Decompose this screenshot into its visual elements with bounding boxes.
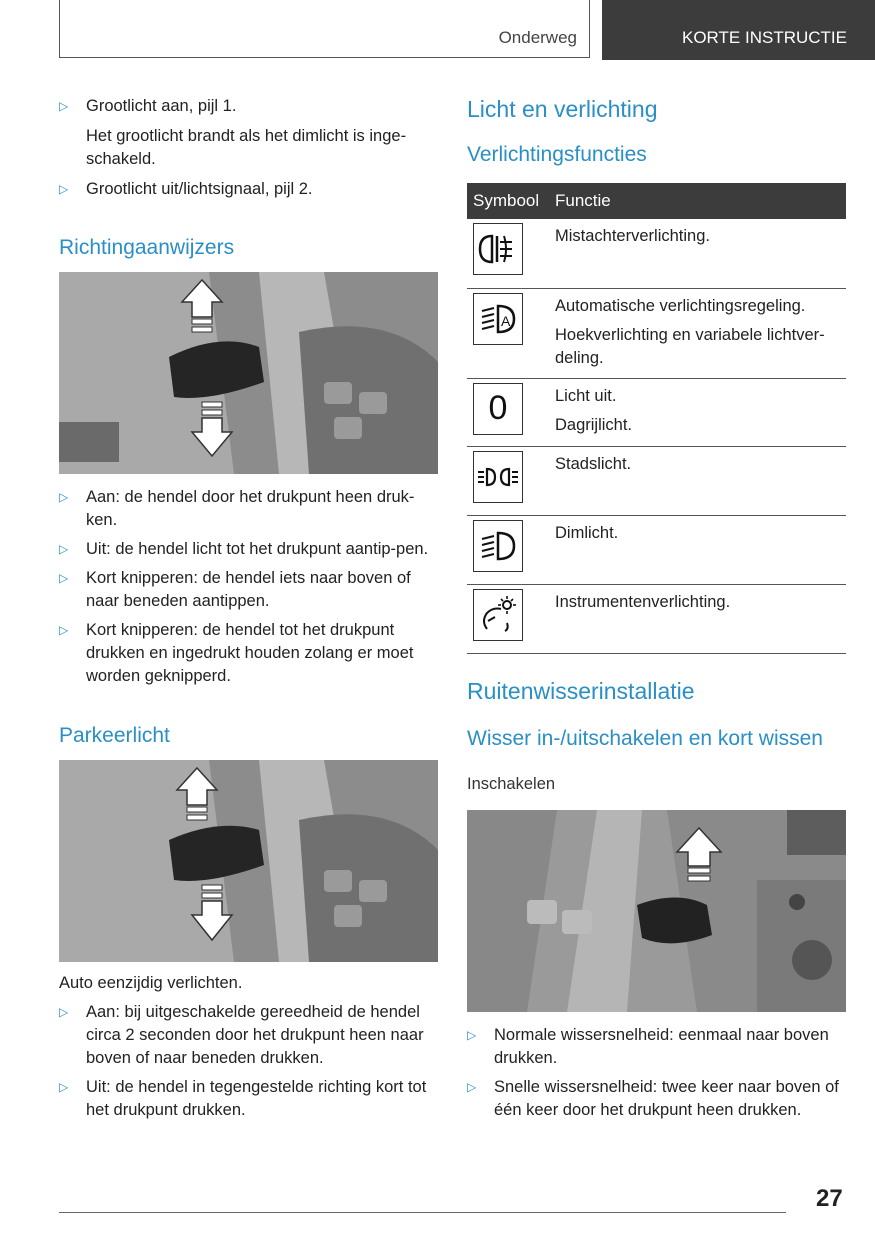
table-row [467, 584, 846, 653]
lever-illustration [59, 760, 438, 962]
auto-headlight-icon [473, 293, 523, 345]
rear-fog-light-icon [473, 223, 523, 275]
lights-off-icon [473, 383, 523, 435]
section-title: Onderweg [498, 28, 577, 47]
list-item: ▷ Uit: de hendel licht tot het drukpunt aantip-pen. [59, 538, 439, 561]
function-text: Mistachterverlichting. [555, 227, 710, 245]
richting-list [59, 486, 439, 688]
lights-off-symbol: 0 [488, 389, 508, 427]
function-text: Licht uit. [555, 386, 617, 405]
photo-wiper-lever [467, 810, 846, 1012]
list-item: ▷ Grootlicht aan, pijl 1. [59, 95, 439, 118]
photo-parking-light-lever [59, 760, 438, 962]
list-item: ▷ Snelle wissersnelheid: twee keer naar boven of één keer door het drukpunt heen drukken. [467, 1076, 846, 1122]
table-row [467, 378, 846, 446]
function-text: Dagrijlicht. [555, 415, 633, 434]
right-column [467, 92, 846, 1122]
list-item: ▷ Grootlicht uit/lichtsignaal, pijl 2. [59, 178, 439, 201]
list-item: ▷ Aan: de hendel door het drukpunt heen druk-ken. [59, 486, 439, 532]
header-box [59, 0, 590, 58]
chapter-title: KORTE INSTRUCTIE [682, 28, 847, 47]
heading-wisser-schakelen: Wisser in-/uitschakelen en kort wissen [467, 726, 823, 750]
heading-ruitenwisser: Ruitenwisserinstallatie [467, 677, 695, 704]
table-row [467, 219, 846, 288]
table-row [467, 515, 846, 584]
table-row [467, 288, 846, 378]
heading-parkeerlicht: Parkeerlicht [59, 724, 170, 747]
svg-text:A: A [501, 312, 511, 329]
low-beam-icon [473, 520, 523, 572]
heading-licht: Licht en verlichting [467, 96, 658, 122]
function-text: Stadslicht. [555, 454, 632, 473]
page-number: 27 [816, 1185, 843, 1212]
list-item-detail: Het grootlicht brandt als het dimlicht is inge-schakeld. [86, 127, 407, 168]
lighting-table [467, 183, 846, 654]
function-text: Dimlicht. [555, 523, 619, 542]
list-item: ▷ Aan: bij uitgeschakelde gereedheid de hendel circa 2 seconden door het drukpunt heen naar boven of naar beneden drukken. [59, 1001, 439, 1070]
table-row [467, 446, 846, 515]
list-item: ▷ Normale wissersnelheid: eenmaal naar boven drukken. [467, 1024, 846, 1070]
heading-richtingaanwijzers: Richtingaanwijzers [59, 236, 235, 259]
parking-light-icon [473, 451, 523, 503]
heading-verlichtingsfuncties: Verlichtingsfuncties [467, 143, 647, 166]
function-text: Hoekverlichting en variabele lichtver-deling. [555, 325, 825, 367]
chapter-tab [602, 0, 875, 60]
caption: Auto eenzijdig verlichten. [59, 974, 243, 992]
wiper-illustration [467, 810, 846, 1012]
col-symbol: Symbool [467, 183, 549, 219]
lever-illustration [59, 272, 438, 474]
footer-line [59, 1212, 786, 1213]
function-text: Instrumentenverlichting. [555, 592, 731, 611]
instrument-light-icon [473, 589, 523, 641]
left-column [59, 92, 439, 1122]
list-item: ▷ Kort knipperen: de hendel tot het drukpunt drukken en ingedrukt houden zolang er moet worden geknipperd. [59, 619, 439, 688]
subheading-inschakelen: Inschakelen [467, 774, 556, 793]
col-function: Functie [549, 183, 846, 219]
function-text: Automatische verlichtingsregeling. [555, 296, 806, 315]
list-item: ▷ Uit: de hendel in tegengestelde richting kort tot het drukpunt drukken. [59, 1076, 439, 1122]
table-header [467, 183, 846, 219]
list-item: ▷ Kort knipperen: de hendel iets naar boven of naar beneden aantippen. [59, 567, 439, 613]
photo-turn-signal-lever [59, 272, 438, 474]
